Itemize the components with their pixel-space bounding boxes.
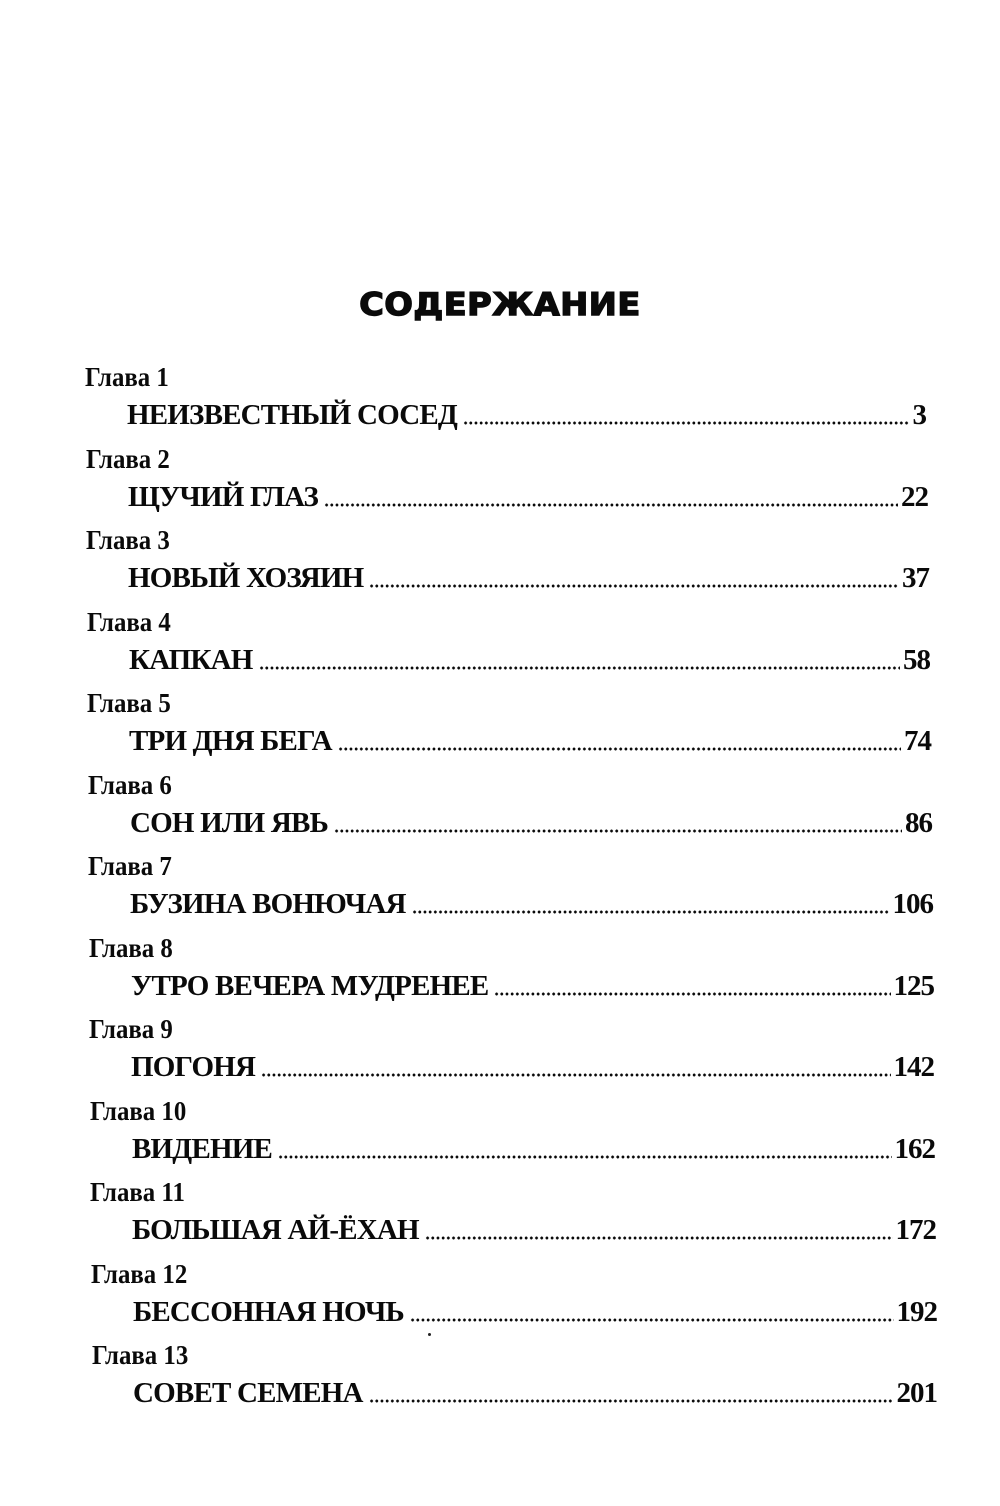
dot-leader: [261, 1073, 890, 1077]
dot-leader: [338, 747, 901, 751]
chapter-title: СОВЕТ СЕМЕНА: [133, 1377, 363, 1409]
dot-leader: [278, 1155, 891, 1159]
chapter-label: Глава 12: [91, 1258, 188, 1289]
chapter-label: Глава 5: [87, 688, 171, 718]
toc-entry: [0, 768, 1000, 850]
chapter-line: [133, 1375, 937, 1411]
chapter-label: Глава 2: [86, 443, 170, 474]
toc-entry: [0, 605, 1000, 687]
chapter-title: СОН ИЛИ ЯВЬ: [130, 806, 328, 839]
chapter-label: Глава 1: [85, 362, 169, 392]
page-number: 172: [895, 1214, 936, 1246]
chapter-label: Глава 13: [92, 1340, 189, 1370]
toc-entry: [0, 442, 1000, 524]
dot-leader: [369, 1399, 894, 1403]
dot-leader: [410, 1318, 894, 1322]
page-number: 58: [903, 643, 930, 676]
chapter-label: Глава 9: [89, 1014, 173, 1044]
toc-entry: [0, 1175, 1000, 1257]
chapter-line: [133, 1294, 937, 1330]
chapter-title: ПОГОНЯ: [131, 1051, 256, 1083]
chapter-line: [129, 642, 930, 678]
chapter-title: УТРО ВЕЧЕРА МУДРЕНЕЕ: [131, 969, 489, 1002]
chapter-label: Глава 3: [86, 525, 170, 555]
chapter-line: [132, 1131, 935, 1167]
chapter-title: КАПКАН: [129, 643, 253, 676]
chapter-title: ЩУЧИЙ ГЛАЗ: [128, 480, 318, 513]
chapter-title: ВИДЕНИЕ: [132, 1132, 273, 1165]
toc-entry: [0, 931, 1000, 1013]
dot-leader: [334, 829, 902, 833]
chapter-line: [131, 968, 934, 1004]
dot-leader: [369, 584, 899, 588]
chapter-label: Глава 11: [90, 1177, 185, 1207]
chapter-label: Глава 4: [87, 606, 171, 637]
dot-leader: [425, 1236, 893, 1240]
page-number: 22: [901, 480, 928, 513]
toc-entry: [0, 360, 1000, 442]
chapter-line: [127, 397, 926, 433]
dot-leader: [494, 992, 890, 996]
table-of-contents: [0, 360, 1000, 1420]
scan-speck: [428, 1333, 431, 1336]
page-number: 74: [904, 725, 931, 757]
chapter-line: [131, 1049, 934, 1085]
page-number: 142: [893, 1051, 934, 1083]
toc-entry: [0, 1012, 1000, 1094]
chapter-label: Глава 7: [88, 851, 172, 881]
toc-entry: [0, 849, 1000, 931]
chapter-title: БУЗИНА ВОНЮЧАЯ: [130, 888, 406, 920]
dot-leader: [324, 503, 898, 507]
chapter-line: [128, 479, 928, 515]
chapter-title: НЕИЗВЕСТНЫЙ СОСЕД: [127, 399, 458, 431]
chapter-title: БЕССОННАЯ НОЧЬ: [133, 1295, 404, 1328]
toc-entry: [0, 1257, 1000, 1339]
chapter-label: Глава 6: [88, 769, 172, 800]
page-number: 192: [896, 1295, 937, 1328]
chapter-label: Глава 8: [89, 932, 173, 963]
toc-entry: [0, 1338, 1000, 1420]
page-title: СОДЕРЖАНИЕ: [359, 287, 641, 323]
page-number: 3: [912, 399, 926, 431]
chapter-title: БОЛЬШАЯ АЙ-ЁХАН: [132, 1214, 419, 1246]
toc-entry: [0, 1094, 1000, 1176]
dot-leader: [463, 421, 909, 425]
chapter-line: [130, 886, 933, 922]
page-number: 201: [896, 1377, 937, 1409]
chapter-title: НОВЫЙ ХОЗЯИН: [128, 562, 364, 594]
chapter-line: [128, 560, 929, 596]
page-number: 86: [905, 806, 932, 839]
page-number: 37: [902, 562, 929, 594]
dot-leader: [259, 666, 900, 670]
page-number: 162: [894, 1132, 935, 1165]
chapter-line: [132, 1212, 936, 1248]
dot-leader: [412, 910, 890, 914]
toc-entry: [0, 523, 1000, 605]
chapter-title: ТРИ ДНЯ БЕГА: [129, 725, 332, 757]
page-number: 106: [892, 888, 933, 920]
chapter-line: [130, 805, 932, 841]
chapter-line: [129, 723, 931, 759]
toc-entry: [0, 686, 1000, 768]
page-number: 125: [893, 969, 934, 1002]
chapter-label: Глава 10: [90, 1095, 187, 1126]
